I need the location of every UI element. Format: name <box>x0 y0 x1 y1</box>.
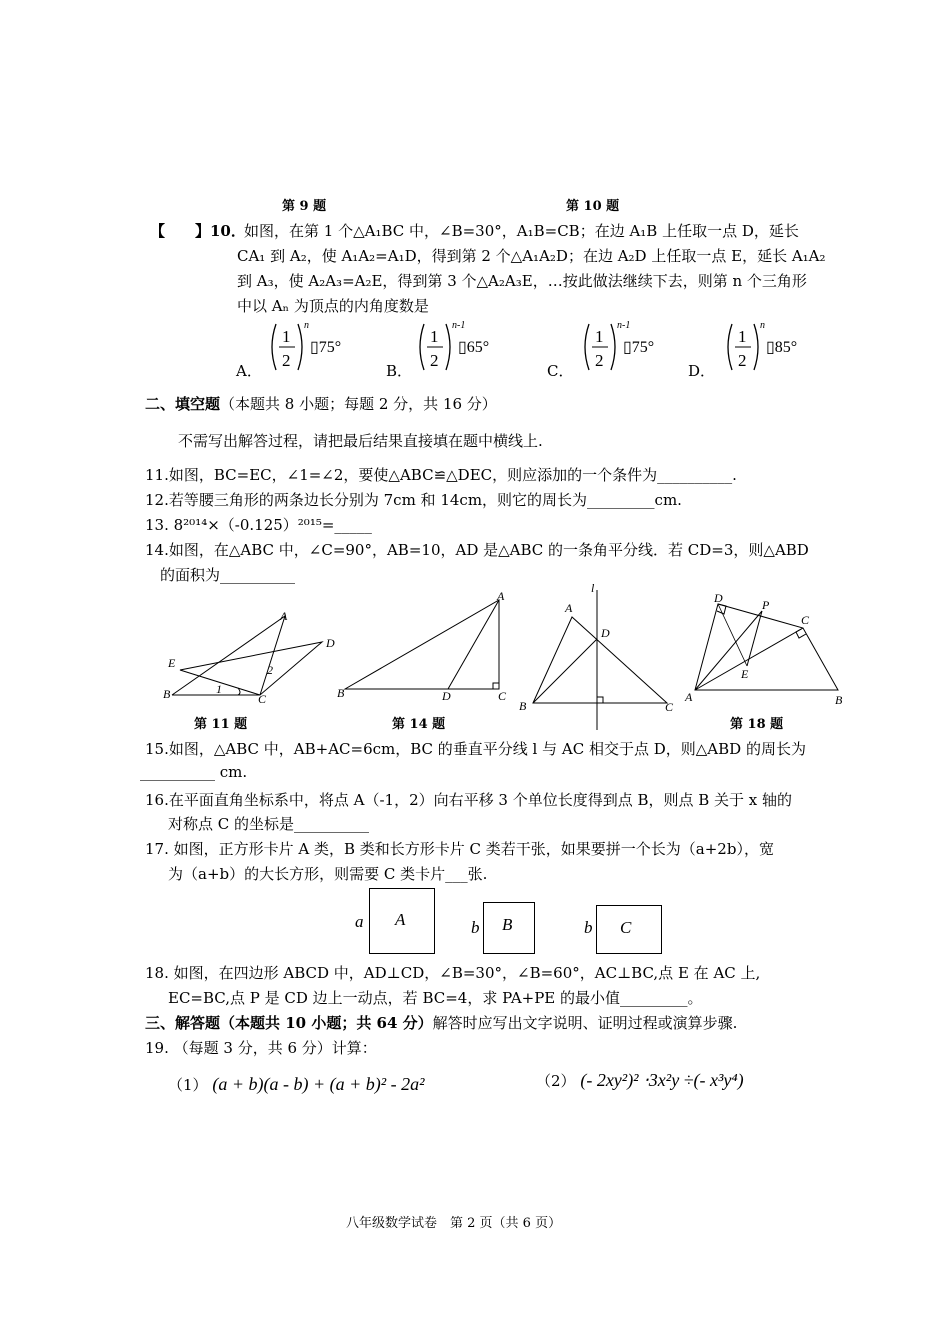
figure-q11 <box>160 600 335 706</box>
fig11-label-C: C <box>258 692 267 706</box>
q16-text: 对称点 C 的坐标是__________ <box>168 815 370 833</box>
figure-q15 <box>515 580 685 735</box>
q10-option-exponent: n-1 <box>617 320 631 331</box>
q19-1-label: （1） <box>168 1076 208 1094</box>
q10-line: CA₁ 到 A₂，使 A₁A₂=A₁D，得到第 2 个△A₁A₂D；在边 A₂D 上任取一点 E，延长 A₁A₂ <box>237 247 826 265</box>
section2-title: 二、填空题 <box>145 395 221 413</box>
card-c-label: C <box>620 918 632 937</box>
section3-title: 三、解答题（本题共 10 小题；共 64 分） <box>145 1014 433 1032</box>
caption-q18: 第 18 题 <box>730 717 784 732</box>
svg-text:1: 1 <box>282 327 291 346</box>
q19-2 <box>536 1070 744 1091</box>
section3-note: 解答时应写出文字说明、证明过程或演算步骤. <box>432 1014 738 1032</box>
section3-heading <box>145 1012 737 1033</box>
q10-option-fraction <box>416 318 516 378</box>
figure-q14 <box>335 590 515 705</box>
q10-option-label: C． <box>547 362 574 380</box>
caption-q14: 第 14 题 <box>392 717 446 732</box>
fig15-label-B: B <box>519 699 527 713</box>
section2-heading <box>145 393 497 414</box>
svg-text:1: 1 <box>738 327 747 346</box>
card-b-side: b <box>471 918 480 937</box>
q10-option-value: ▯75° <box>623 339 655 356</box>
q14-text: 的面积为__________ <box>160 566 296 584</box>
svg-text:1: 1 <box>430 327 439 346</box>
fig14-label-D: D <box>442 689 451 703</box>
q19-text: 19. （每题 3 分，共 6 分）计算： <box>145 1039 377 1057</box>
fig14-label-B: B <box>337 686 345 700</box>
fig18-label-C: C <box>801 613 810 627</box>
q16-text: 16.在平面直角坐标系中，将点 A（-1，2）向右平移 3 个单位长度得到点 B，则点 B 关于 x 轴的 <box>145 791 793 809</box>
q19-2-label: （2） <box>536 1072 576 1090</box>
fig15-label-D: D <box>601 626 610 640</box>
q10-option-fraction <box>268 318 368 378</box>
fig11-label-A: A <box>280 609 288 623</box>
q18-text: 18. 如图，在四边形 ABCD 中，AD⊥CD，∠B=30°，∠B=60°，AC⊥BC,点 E 在 AC 上, <box>145 964 761 982</box>
q10-option-exponent: n-1 <box>452 320 466 331</box>
card-c-side: b <box>584 918 593 937</box>
fig11-label-D: D <box>326 636 335 650</box>
fig11-label-B: B <box>163 687 171 701</box>
caption-q10: 第 10 题 <box>566 199 620 214</box>
q10-option-value: ▯75° <box>310 339 342 356</box>
card-b-label: B <box>502 915 513 934</box>
fig11-label-2: 2 <box>267 663 273 677</box>
figure-q18 <box>680 590 845 710</box>
fig18-label-E: E <box>741 667 749 681</box>
q10-option-fraction <box>724 318 824 378</box>
fig18-label-B: B <box>835 693 843 707</box>
q10-option-label: D． <box>688 362 716 380</box>
section2-note: （本题共 8 小题；每题 2 分，共 16 分） <box>220 395 497 413</box>
q10-option-fraction <box>581 318 681 378</box>
svg-text:1: 1 <box>595 327 604 346</box>
fig15-label-A: A <box>565 601 573 615</box>
fig18-label-D: D <box>714 591 723 605</box>
q19-1 <box>168 1074 425 1095</box>
svg-text:2: 2 <box>595 351 604 370</box>
fig18-label-A: A <box>685 690 693 704</box>
svg-text:2: 2 <box>282 351 291 370</box>
q19-1-expr: (a + b)(a - b) + (a + b)² - 2a² <box>212 1074 425 1094</box>
q10-line: 中以 Aₙ 为顶点的内角度数是 <box>237 297 429 315</box>
caption-q9: 第 9 题 <box>282 199 327 214</box>
q12-text: 12.若等腰三角形的两条边长分别为 7cm 和 14cm，则它的周长为_________cm. <box>145 491 682 509</box>
q10-option-label: B． <box>386 362 413 380</box>
fig11-label-1: 1 <box>216 682 222 696</box>
q10-option-label: A． <box>236 362 262 380</box>
card-a-label: A <box>395 910 406 929</box>
page-footer: 八年级数学试卷 第 2 页（共 6 页） <box>346 1216 562 1231</box>
svg-text:2: 2 <box>430 351 439 370</box>
q17-text: 为（a+b）的大长方形，则需要 C 类卡片___张. <box>168 865 488 883</box>
fig14-label-C: C <box>498 689 507 703</box>
fig18-label-P: P <box>762 598 770 612</box>
q19-2-expr: (- 2xy²)² ⋅3x²y ÷(- x³y⁴) <box>580 1070 744 1090</box>
q11-text: 11.如图，BC=EC，∠1=∠2，要使△ABC≌△DEC，则应添加的一个条件为__________. <box>145 466 737 484</box>
q14-text: 14.如图，在△ABC 中，∠C=90°，AB=10，AD 是△ABC 的一条角平分线．若 CD=3，则△ABD <box>145 541 809 559</box>
q17-text: 17. 如图，正方形卡片 A 类，B 类和长方形卡片 C 类若干张，如果要拼一个长为（a+2b），宽 <box>145 840 774 858</box>
svg-text:2: 2 <box>738 351 747 370</box>
q15-text: 15.如图，△ABC 中，AB+AC=6cm，BC 的垂直平分线 l 与 AC 相交于点 D，则△ABD 的周长为 <box>145 740 806 758</box>
q10-option-exponent: n <box>304 320 309 331</box>
q15-text: __________ cm. <box>140 763 248 781</box>
q10-option-value: ▯85° <box>766 339 798 356</box>
q18-text: EC=BC,点 P 是 CD 边上一动点，若 BC=4，求 PA+PE 的最小值_________。 <box>168 989 703 1007</box>
q13-text: 13. 8²⁰¹⁴×（-0.125）²⁰¹⁵=_____ <box>145 516 372 534</box>
caption-q11: 第 11 题 <box>194 717 248 732</box>
q10-option-exponent: n <box>760 320 765 331</box>
section2-instruction: 不需写出解答过程，请把最后结果直接填在题中横线上. <box>178 432 543 450</box>
fig11-label-E: E <box>168 656 176 670</box>
q10-number: 【 】10． <box>150 222 246 240</box>
q10-option-value: ▯65° <box>458 339 490 356</box>
q10-line: 到 A₃，使 A₂A₃=A₂E，得到第 3 个△A₂A₃E，…按此做法继续下去，则第 n 个三角形 <box>237 272 807 290</box>
fig15-label-C: C <box>665 700 674 714</box>
card-a-side: a <box>355 912 364 931</box>
q10-line: 如图，在第 1 个△A₁BC 中，∠B=30°，A₁B=CB；在边 A₁B 上任取一点 D，延长 <box>244 222 799 240</box>
fig14-label-A: A <box>497 589 505 603</box>
fig15-label-l: l <box>591 581 595 595</box>
